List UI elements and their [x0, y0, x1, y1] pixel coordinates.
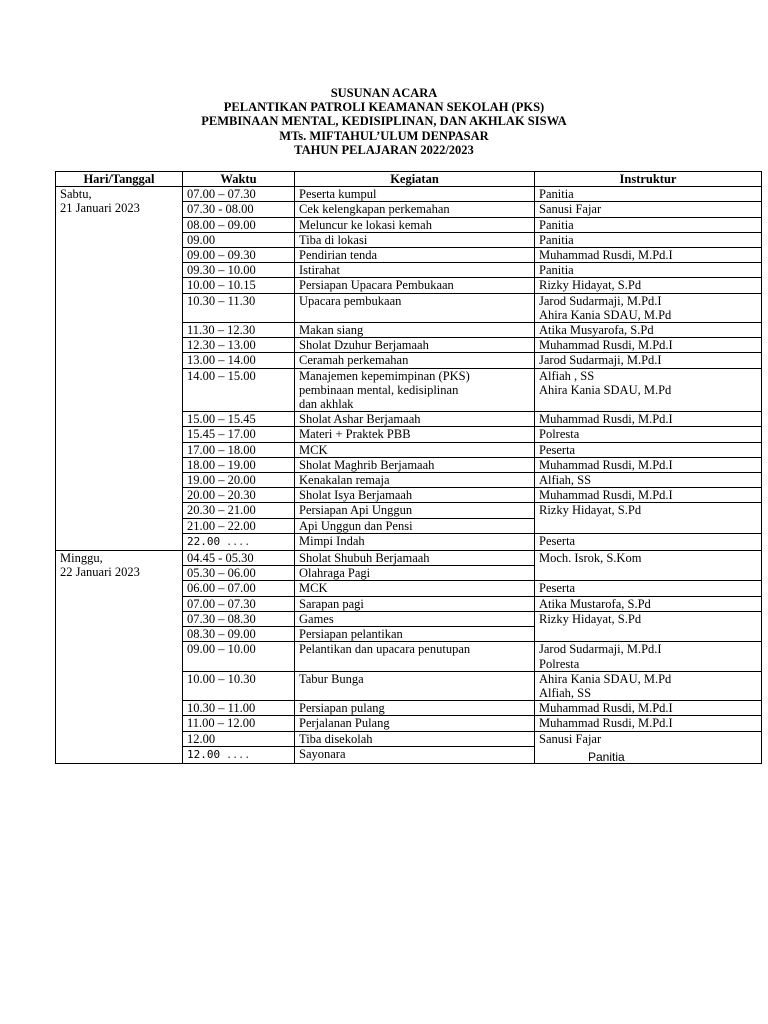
instructor-cell	[535, 278, 762, 293]
activity-cell	[295, 642, 535, 671]
activity-text: Istirahat	[299, 263, 340, 278]
time-cell	[183, 566, 295, 581]
activity-text: Persiapan pelantikan	[299, 627, 403, 642]
activity-cell	[295, 248, 535, 263]
instructor-name: Atika Musyarofa, S.Pd	[539, 323, 654, 338]
title-line: TAHUN PELAJARAN 2022/2023	[294, 142, 474, 157]
activity-text: Persiapan Api Unggun	[299, 503, 413, 518]
activity-cell	[295, 671, 535, 700]
time-cell	[183, 293, 295, 322]
time-cell	[183, 263, 295, 278]
activity-cell	[295, 566, 535, 581]
time-cell	[183, 533, 295, 550]
activity-text: Sholat Dzuhur Berjamaah	[299, 338, 429, 353]
instructor-cell	[535, 217, 762, 232]
instructor-cell	[535, 701, 762, 716]
instructor-cell	[535, 611, 762, 641]
activity-cell	[295, 217, 535, 232]
day-cell	[56, 187, 183, 551]
activity-cell	[295, 323, 535, 338]
instructor-name: Rizky Hidayat, S.Pd	[539, 278, 642, 293]
day-name: Sabtu,	[60, 187, 92, 202]
activity-cell	[295, 202, 535, 217]
time-cell	[183, 232, 295, 247]
activity-cell	[295, 627, 535, 642]
document-title	[0, 86, 768, 157]
schedule-table	[55, 171, 762, 764]
time-cell	[183, 518, 295, 533]
activity-cell	[295, 338, 535, 353]
time-cell	[183, 671, 295, 700]
time-dots: ....	[220, 536, 251, 548]
time-value: 15.45 – 17.00	[187, 427, 256, 442]
instructor-cell	[535, 232, 762, 247]
day-name: Minggu,	[60, 551, 103, 566]
instructor-name: Alfiah, SS	[539, 473, 592, 488]
instructor-name: Muhammad Rusdi, M.Pd.I	[539, 488, 673, 503]
time-value: 09.30 – 10.00	[187, 263, 256, 278]
table-row	[56, 187, 762, 202]
activity-text: Ceramah perkemahan	[299, 353, 409, 368]
time-cell	[183, 442, 295, 457]
schedule-body	[56, 187, 762, 764]
activity-text: Meluncur ke lokasi kemah	[299, 217, 432, 232]
day-cell	[56, 551, 183, 764]
table-row	[56, 551, 762, 566]
time-cell	[183, 701, 295, 716]
time-cell	[183, 217, 295, 232]
activity-cell	[295, 518, 535, 533]
time-value: 10.00 – 10.30	[187, 671, 256, 686]
instructor-name: Polresta	[539, 656, 580, 671]
activity-text: Sayonara	[299, 746, 346, 761]
instructor-name: Peserta	[539, 581, 576, 596]
instructor-cell	[535, 596, 762, 611]
instructor-cell	[535, 293, 762, 322]
instructor-name: Muhammad Rusdi, M.Pd.I	[539, 457, 673, 472]
time-value: 12.00	[187, 731, 216, 746]
instructor-cell	[535, 442, 762, 457]
activity-text: Pelantikan dan upacara penutupan	[299, 642, 471, 657]
activity-text: Mimpi Indah	[299, 533, 365, 548]
instructor-name: Muhammad Rusdi, M.Pd.I	[539, 412, 673, 427]
activity-cell	[295, 581, 535, 596]
activity-text: Kenakalan remaja	[299, 473, 390, 488]
header-time: Waktu	[183, 172, 295, 187]
activity-cell	[295, 187, 535, 202]
instructor-name: Jarod Sudarmaji, M.Pd.I	[539, 293, 662, 308]
time-value: 04.45 - 05.30	[187, 551, 254, 566]
instructor-name: Jarod Sudarmaji, M.Pd.I	[539, 642, 662, 657]
time-cell	[183, 427, 295, 442]
time-value: 20.00 – 20.30	[187, 488, 256, 503]
instructor-cell	[535, 248, 762, 263]
instructor-cell	[535, 323, 762, 338]
time-cell	[183, 716, 295, 731]
time-cell	[183, 187, 295, 202]
activity-text: Cek kelengkapan perkemahan	[299, 202, 450, 217]
activity-text: MCK	[299, 442, 328, 457]
activity-cell	[295, 488, 535, 503]
activity-cell	[295, 551, 535, 566]
activity-cell	[295, 368, 535, 412]
time-cell	[183, 202, 295, 217]
instructor-cell	[535, 263, 762, 278]
header-instructor: Instruktur	[535, 172, 762, 187]
activity-cell	[295, 293, 535, 322]
instructor-name: Muhammad Rusdi, M.Pd.I	[539, 716, 673, 731]
activity-cell	[295, 503, 535, 518]
activity-text: Sholat Maghrib Berjamaah	[299, 457, 435, 472]
activity-text: Sholat Shubuh Berjamaah	[299, 551, 430, 566]
activity-line: Manajemen kepemimpinan (PKS)	[299, 368, 470, 383]
table-header-row	[56, 172, 762, 187]
time-value: 12.00	[187, 747, 221, 761]
time-cell	[183, 368, 295, 412]
activity-cell	[295, 353, 535, 368]
time-value: 13.00 – 14.00	[187, 353, 256, 368]
activity-text: Makan siang	[299, 323, 364, 338]
instructor-name: Ahira Kania SDAU, M.Pd	[539, 307, 672, 322]
time-value: 10.30 – 11.00	[187, 701, 256, 716]
activity-text: Tiba di lokasi	[299, 232, 368, 247]
time-cell	[183, 746, 295, 763]
activity-cell	[295, 533, 535, 550]
instructor-name: Alfiah, SS	[539, 685, 592, 700]
activity-cell	[295, 263, 535, 278]
activity-text: MCK	[299, 581, 328, 596]
instructor-cell	[535, 368, 762, 412]
footer-signature: Panitia	[588, 750, 625, 764]
instructor-name: Panitia	[539, 217, 574, 232]
activity-cell	[295, 457, 535, 472]
time-value: 07.30 – 08.30	[187, 611, 256, 626]
instructor-name: Panitia	[539, 232, 574, 247]
instructor-name: Peserta	[539, 533, 576, 548]
activity-cell	[295, 701, 535, 716]
time-cell	[183, 731, 295, 746]
instructor-name: Rizky Hidayat, S.Pd	[539, 611, 642, 626]
instructor-name: Rizky Hidayat, S.Pd	[539, 503, 642, 518]
activity-text: Tiba disekolah	[299, 731, 373, 746]
time-cell	[183, 323, 295, 338]
time-cell	[183, 581, 295, 596]
activity-line: dan akhlak	[299, 397, 354, 412]
instructor-cell	[535, 731, 762, 763]
instructor-name: Jarod Sudarmaji, M.Pd.I	[539, 353, 662, 368]
instructor-name: Muhammad Rusdi, M.Pd.I	[539, 701, 673, 716]
instructor-cell	[535, 353, 762, 368]
time-value: 11.00 – 12.00	[187, 716, 256, 731]
day-date: 22 Januari 2023	[60, 565, 140, 580]
instructor-name: Ahira Kania SDAU, M.Pd	[539, 382, 672, 397]
time-cell	[183, 551, 295, 566]
activity-text: Sholat Ashar Berjamaah	[299, 412, 421, 427]
time-value: 09.00	[187, 232, 216, 247]
time-cell	[183, 473, 295, 488]
activity-text: Persiapan Upacara Pembukaan	[299, 278, 454, 293]
activity-text: Materi + Praktek PBB	[299, 427, 411, 442]
activity-text: Tabur Bunga	[299, 671, 364, 686]
time-value: 07.00 – 07.30	[187, 596, 256, 611]
time-value: 21.00 – 22.00	[187, 518, 256, 533]
time-cell	[183, 338, 295, 353]
time-value: 10.30 – 11.30	[187, 293, 256, 308]
instructor-name: Atika Mustarofa, S.Pd	[539, 596, 651, 611]
activity-cell	[295, 716, 535, 731]
activity-cell	[295, 278, 535, 293]
title-line: SUSUNAN ACARA	[330, 86, 438, 100]
title-line: PELANTIKAN PATROLI KEAMANAN SEKOLAH (PKS)	[223, 100, 545, 115]
activity-text: Persiapan pulang	[299, 701, 385, 716]
activity-line: pembinaan mental, kedisiplinan	[299, 382, 459, 397]
time-cell	[183, 503, 295, 518]
instructor-name: Muhammad Rusdi, M.Pd.I	[539, 338, 673, 353]
instructor-name: Sanusi Fajar	[539, 731, 602, 746]
instructor-cell	[535, 338, 762, 353]
activity-cell	[295, 731, 535, 746]
instructor-cell	[535, 671, 762, 700]
time-cell	[183, 278, 295, 293]
time-cell	[183, 353, 295, 368]
time-value: 14.00 – 15.00	[187, 368, 256, 383]
title-line: PEMBINAAN MENTAL, KEDISIPLINAN, DAN AKHLAK SISWA	[201, 114, 567, 129]
activity-text: Upacara pembukaan	[299, 293, 402, 308]
instructor-cell	[535, 488, 762, 503]
activity-text: Api Unggun dan Pensi	[299, 518, 413, 533]
title-line: MTs. MIFTAHUL’ULUM DENPASAR	[279, 128, 489, 143]
header-day: Hari/Tanggal	[56, 172, 183, 187]
time-value: 07.00 – 07.30	[187, 187, 256, 202]
instructor-cell	[535, 716, 762, 731]
time-cell	[183, 642, 295, 671]
instructor-cell	[535, 412, 762, 427]
time-cell	[183, 596, 295, 611]
instructor-name: Sanusi Fajar	[539, 202, 602, 217]
instructor-cell	[535, 503, 762, 533]
instructor-name: Muhammad Rusdi, M.Pd.I	[539, 248, 673, 263]
activity-text: Olahraga Pagi	[299, 566, 371, 581]
instructor-name: Polresta	[539, 427, 580, 442]
instructor-cell	[535, 473, 762, 488]
activity-cell	[295, 232, 535, 247]
activity-text: Peserta kumpul	[299, 187, 377, 202]
activity-cell	[295, 442, 535, 457]
instructor-cell	[535, 551, 762, 581]
time-cell	[183, 248, 295, 263]
instructor-cell	[535, 581, 762, 596]
time-dots: ....	[220, 749, 251, 761]
time-cell	[183, 457, 295, 472]
instructor-cell	[535, 202, 762, 217]
activity-cell	[295, 427, 535, 442]
instructor-cell	[535, 642, 762, 671]
activity-text: Games	[299, 611, 334, 626]
time-value: 17.00 – 18.00	[187, 442, 256, 457]
activity-cell	[295, 746, 535, 763]
time-value: 05.30 – 06.00	[187, 566, 256, 581]
activity-text: Sholat Isya Berjamaah	[299, 488, 413, 503]
time-value: 10.00 – 10.15	[187, 278, 256, 293]
instructor-name: Panitia	[539, 263, 574, 278]
time-value: 08.30 – 09.00	[187, 627, 256, 642]
time-value: 22.00	[187, 534, 221, 548]
time-cell	[183, 412, 295, 427]
time-cell	[183, 488, 295, 503]
time-value: 20.30 – 21.00	[187, 503, 256, 518]
instructor-name: Panitia	[539, 187, 574, 202]
instructor-cell	[535, 457, 762, 472]
instructor-name: Moch. Isrok, S.Kom	[539, 551, 642, 566]
time-value: 19.00 – 20.00	[187, 473, 256, 488]
time-value: 18.00 – 19.00	[187, 457, 256, 472]
time-value: 06.00 – 07.00	[187, 581, 256, 596]
activity-cell	[295, 412, 535, 427]
instructor-cell	[535, 533, 762, 550]
activity-text: Sarapan pagi	[299, 596, 364, 611]
time-value: 08.00 – 09.00	[187, 217, 256, 232]
time-cell	[183, 627, 295, 642]
time-cell	[183, 611, 295, 626]
activity-cell	[295, 611, 535, 626]
instructor-name: Ahira Kania SDAU, M.Pd	[539, 671, 672, 686]
instructor-name: Peserta	[539, 442, 576, 457]
time-value: 09.00 – 10.00	[187, 642, 256, 657]
activity-cell	[295, 473, 535, 488]
instructor-cell	[535, 427, 762, 442]
time-value: 11.30 – 12.30	[187, 323, 256, 338]
time-value: 07.30 - 08.00	[187, 202, 254, 217]
time-value: 09.00 – 09.30	[187, 248, 256, 263]
time-value: 15.00 – 15.45	[187, 412, 256, 427]
header-activity: Kegiatan	[295, 172, 535, 187]
instructor-name: Alfiah , SS	[539, 368, 595, 383]
activity-cell	[295, 596, 535, 611]
time-value: 12.30 – 13.00	[187, 338, 256, 353]
activity-text: Perjalanan Pulang	[299, 716, 390, 731]
instructor-cell	[535, 187, 762, 202]
day-date: 21 Januari 2023	[60, 201, 140, 216]
activity-text: Pendirian tenda	[299, 248, 378, 263]
